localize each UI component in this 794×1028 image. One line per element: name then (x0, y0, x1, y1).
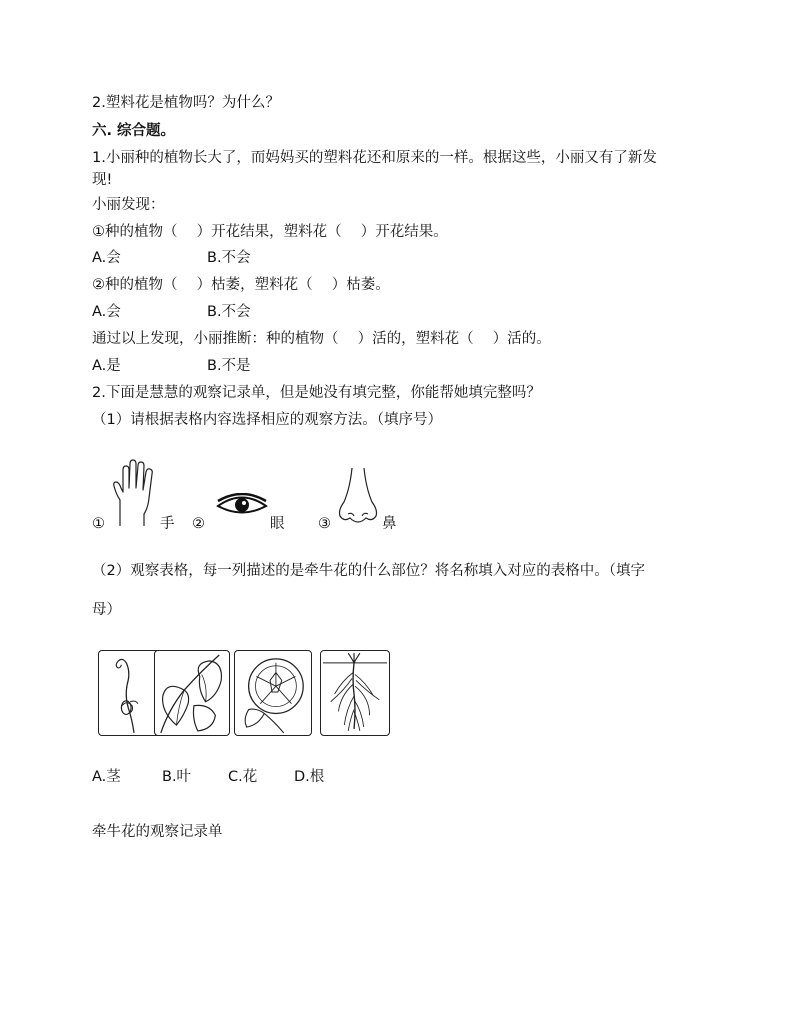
sub-question-2-line1: （2）观察表格，每一列描述的是牵牛花的什么部位？将名称填入对应的表格中。（填字 (92, 563, 645, 579)
leaf-illustration (155, 651, 229, 735)
xiaoli-found-label: 小丽发现： (92, 197, 165, 213)
section-heading: 六. 综合题。 (92, 123, 176, 139)
part-option-b: B.叶 (162, 769, 192, 785)
item-2-option-a: A.会 (92, 304, 121, 320)
method-eye-label: 眼 (270, 516, 285, 532)
flower-picture (234, 650, 312, 736)
method-nose-label: 鼻 (382, 516, 397, 532)
item-1-option-a: A.会 (92, 250, 121, 266)
root-picture (320, 650, 390, 736)
item-1-option-b: B.不会 (207, 250, 251, 266)
question-1-line2: 现! (92, 172, 113, 188)
inference: 通过以上发现，小丽推断：种的植物（ ）活的，塑料花（ ）活的。 (92, 331, 551, 347)
question-2: 2.下面是慧慧的观察记录单，但是她没有填完整，你能帮她填完整吗？ (92, 385, 541, 401)
part-option-a: A.茎 (92, 769, 121, 785)
method-number-1: ① (92, 516, 105, 532)
item-2-option-b: B.不会 (207, 304, 251, 320)
question-plastic-flower: 2.塑料花是植物吗？为什么？ (92, 95, 280, 111)
flower-illustration (235, 651, 311, 735)
inference-option-b: B.不是 (207, 358, 251, 374)
root-illustration (321, 651, 389, 735)
method-hand-label: 手 (160, 516, 175, 532)
question-1-line1: 1.小丽种的植物长大了，而妈妈买的塑料花还和原来的一样。根据这些，小丽又有了新发 (92, 150, 657, 166)
method-number-2: ② (192, 516, 205, 532)
nose-icon (336, 466, 380, 526)
eye-icon (216, 493, 268, 517)
inference-option-a: A.是 (92, 358, 121, 374)
item-2: ②种的植物（ ）枯萎，塑料花（ ）枯萎。 (92, 277, 390, 293)
sub-question-1: （1）请根据表格内容选择相应的观察方法。（填序号） (92, 412, 442, 428)
part-option-d: D.根 (294, 769, 325, 785)
method-number-3: ③ (318, 516, 331, 532)
sub-question-2-line2: 母） (92, 602, 121, 618)
item-1: ①种的植物（ ）开花结果，塑料花（ ）开花结果。 (92, 224, 448, 240)
hand-icon (112, 458, 158, 528)
record-sheet-title: 牵牛花的观察记录单 (92, 824, 223, 840)
leaf-picture (154, 650, 230, 736)
part-option-c: C.花 (228, 769, 258, 785)
